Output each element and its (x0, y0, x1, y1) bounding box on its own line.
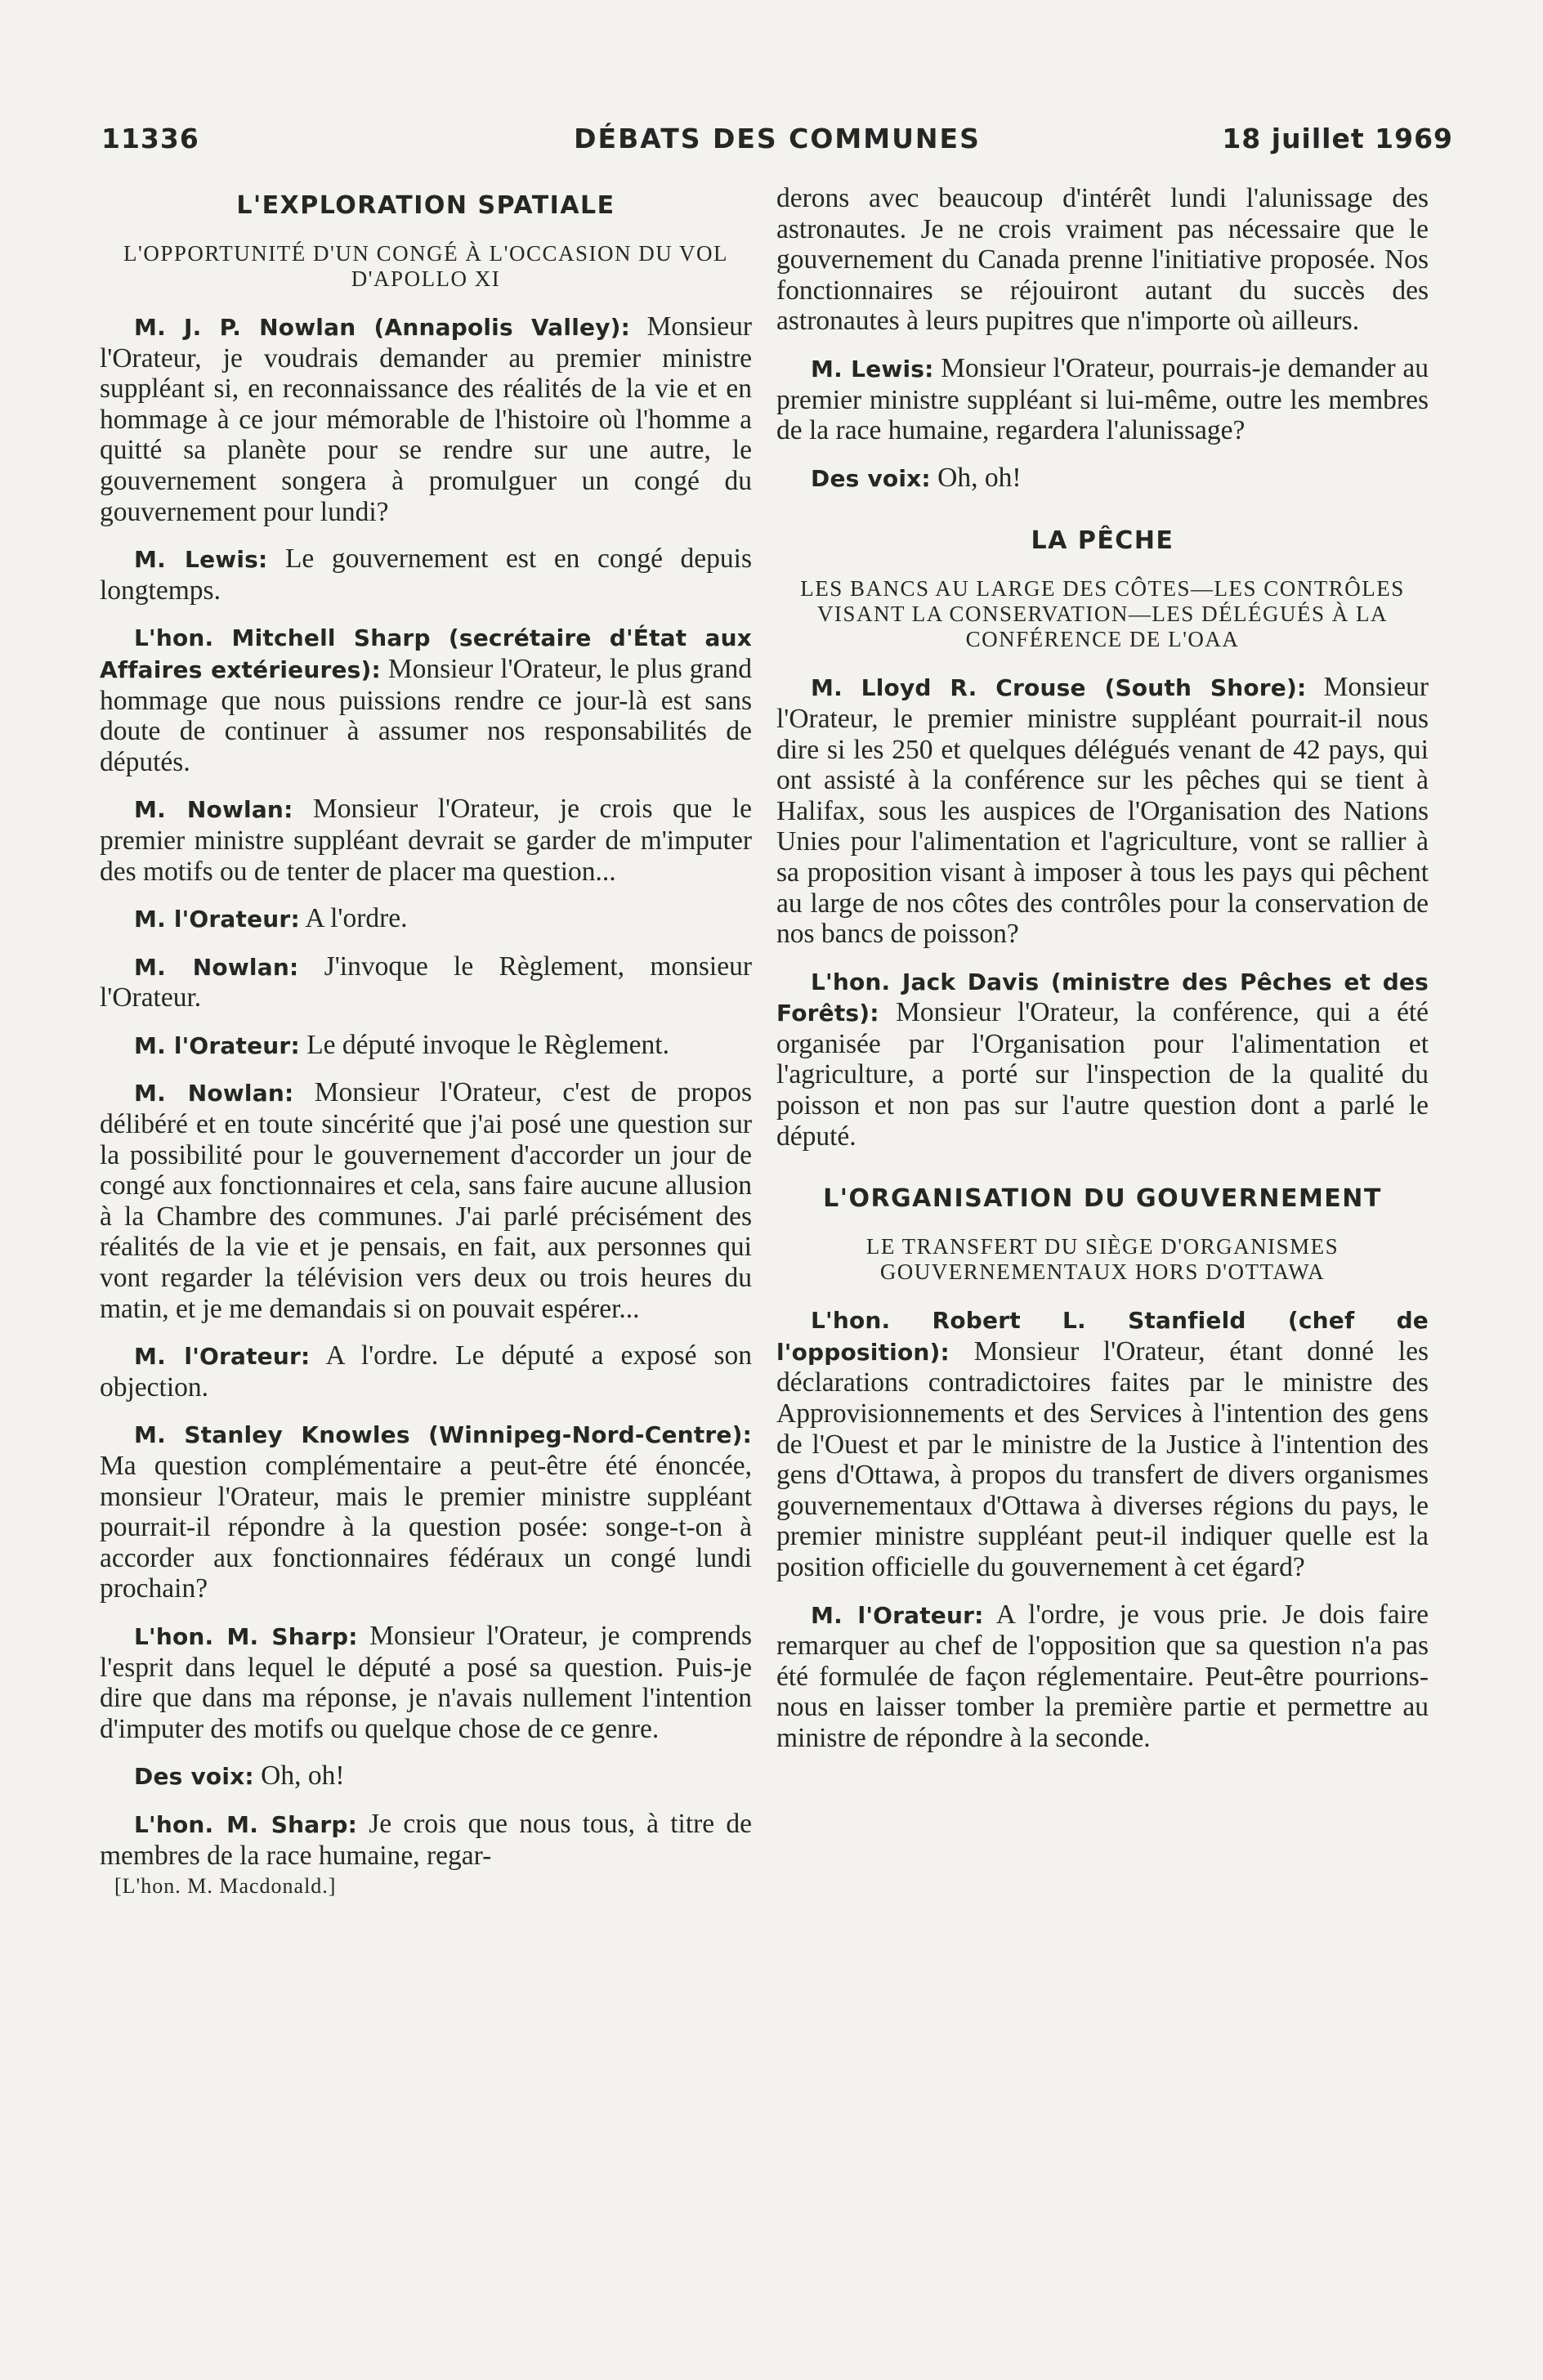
speech-paragraph (100, 1621, 752, 1744)
speech-paragraph (100, 1030, 752, 1062)
speech-text: J'invoque le Règlement, monsieur l'Orateur. (100, 951, 752, 1013)
speech-text: Monsieur l'Orateur, je crois que le premier ministre suppléant devrait se garder de m'imputer des motifs ou de tenter de placer ma question... (100, 794, 752, 887)
speech-paragraph (100, 1760, 752, 1792)
section-subheading: L'OPPORTUNITÉ D'UN CONGÉ À L'OCCASION DU VOL D'APOLLO XI (123, 241, 728, 291)
speech-paragraph (100, 1340, 752, 1402)
speech-text: Monsieur l'Orateur, étant donné les déclarations contradictoires faites par le ministre des Approvisionnements et des Services à l'intention des gens de l'Ouest et par le ministre de la Justice à l'intention des gens d'Ottawa, à propos du transfert de divers organismes gouvernementaux d'Ottawa à diverses régions du pays, le premier ministre suppléant peut-il indiquer quelle est la position officielle du gouvernement à cet égard? (776, 1335, 1429, 1582)
speech-text: Le gouvernement est en congé depuis longtemps. (100, 544, 753, 606)
right-column (776, 183, 1429, 1770)
speech-paragraph (776, 353, 1429, 446)
speaker-name: Des voix: (134, 1763, 254, 1791)
speech-paragraph (100, 951, 752, 1013)
speaker-name: M. Stanley Knowles (Winnipeg-Nord-Centre): (134, 1421, 752, 1449)
speech-paragraph (776, 1304, 1429, 1582)
speech-text: Monsieur l'Orateur, je comprends l'esprit dans lequel le député a posé sa question. Puis-je dire que dans ma réponse, je n'avais nullement l'intention d'imputer des motifs ou quelque chose de ce genre. (100, 1620, 752, 1744)
section-subheading: LES BANCS AU LARGE DES CÔTES—LES CONTRÔLES VISANT LA CONSERVATION—LES DÉLÉGUÉS À LA CONFÉRENCE DE L'OAA (800, 576, 1405, 652)
section-heading: L'ORGANISATION DU GOUVERNEMENT (823, 1184, 1382, 1214)
speech-text: A l'ordre. Le député a exposé son objection. (100, 1340, 753, 1402)
speech-text: Monsieur l'Orateur, le plus grand hommage que nous puissions rendre ce jour-là est sans doute de continuer à assumer nos responsabilités de députés. (100, 653, 752, 777)
speech-text: Oh, oh! (937, 462, 1022, 493)
speaker-name: M. J. P. Nowlan (Annapolis Valley): (134, 314, 631, 341)
speech-paragraph (100, 622, 752, 777)
speaker-name: L'hon. M. Sharp: (134, 1622, 358, 1650)
speaker-name: M. l'Orateur: (811, 1601, 984, 1629)
section-heading: LA PÊCHE (1031, 526, 1174, 556)
speaker-name: L'hon. M. Sharp: (134, 1810, 358, 1838)
speech-text: Monsieur l'Orateur, je voudrais demander au premier ministre suppléant si, en reconnaissance des réalités de la vie et en hommage à ce jour mémorable de l'histoire où l'homme a quitté sa planète pour se rendre sur une autre, le gouvernement songera à promulguer un congé du gouvernement pour lundi? (100, 311, 753, 527)
speech-paragraph (100, 1419, 752, 1604)
speech-text: A l'ordre. (305, 903, 408, 934)
publication-title: DÉBATS DES COMMUNES (574, 123, 981, 154)
speech-paragraph (100, 794, 752, 887)
speaker-name: M. Nowlan: (134, 796, 293, 824)
left-column (100, 183, 752, 1899)
speaker-name: M. Lloyd R. Crouse (South Shore): (811, 674, 1307, 702)
speaker-name: L'hon. Mitchell Sharp (secrétaire d'État aux Affaires extérieures): (100, 624, 752, 683)
speech-paragraph (776, 672, 1429, 949)
speech-paragraph (100, 311, 752, 527)
speaker-name: M. l'Orateur: (134, 1343, 311, 1371)
speaker-name: M. l'Orateur: (134, 1031, 300, 1059)
section-subheading: LE TRANSFERT DU SIÈGE D'ORGANISMES GOUVERNEMENTAUX HORS D'OTTAWA (865, 1234, 1340, 1285)
speaker-name: M. Lewis: (811, 355, 934, 382)
speaker-name: M. Nowlan: (134, 953, 299, 981)
speech-text: Ma question complémentaire a peut-être été énoncée, monsieur l'Orateur, mais le premier ministre suppléant pourrait-il répondre à la question posée: songe-t-on à accorder aux fonctionnaires fédéraux un congé lundi prochain? (100, 1451, 752, 1604)
speaker-name: L'hon. Jack Davis (ministre des Pêches et des Forêts): (776, 968, 1429, 1027)
speech-text: Monsieur l'Orateur, c'est de propos délibéré et en toute sincérité que j'ai posé une question sur la possibilité pour le gouvernement d'accorder un jour de congé aux fonctionnaires et cela, sans faire aucune allusion à la Chambre des communes. J'ai parlé précisément des réalités de la vie et je pensais, en fait, aux personnes qui vont regarder la télévision vers deux ou trois heures du matin, et je me demandais si on pouvait espérer... (100, 1077, 752, 1324)
speaker-name: M. Lewis: (134, 546, 268, 574)
speech-paragraph (100, 903, 752, 935)
speech-paragraph (100, 1077, 752, 1324)
speech-paragraph (776, 966, 1429, 1152)
speech-paragraph (776, 1599, 1429, 1754)
speech-text: Je crois que nous tous, à titre de membres de la race humaine, regar- (100, 1808, 752, 1871)
speech-paragraph (100, 1809, 752, 1871)
speech-text: derons avec beaucoup d'intérêt lundi l'alunissage des astronautes. Je ne crois vraiment pas nécessaire que le gouvernement du Canada prenne l'initiative proposée. Nos fonctionnaires se réjouiront autant du succès des astronautes à leurs pupitres que n'importe où ailleurs. (776, 183, 1429, 337)
page-header (101, 123, 1453, 168)
section-heading: L'EXPLORATION SPATIALE (236, 191, 615, 220)
speaker-name: M. l'Orateur: (134, 906, 300, 933)
page-number: 11336 (101, 123, 199, 154)
speech-paragraph (100, 544, 752, 606)
speech-text: A l'ordre, je vous prie. Je dois faire remarquer au chef de l'opposition que sa question n'a pas été formulée de façon réglementaire. Peut-être pourrions-nous en laisser tomber la première partie et permettre au ministre de répondre à la seconde. (776, 1599, 1429, 1753)
publication-date: 18 juillet 1969 (1222, 123, 1453, 154)
speaker-name: Des voix: (811, 464, 931, 492)
speaker-name: L'hon. Robert L. Stanfield (chef de l'opposition): (776, 1307, 1429, 1366)
footnote-speaker: [L'hon. M. Macdonald.] (114, 1874, 337, 1899)
speech-text: Monsieur l'Orateur, la conférence, qui a été organisée par l'Organisation pour l'alimentation et l'agriculture, a porté sur l'inspection de la qualité du poisson et non pas sur l'autre question dont a parlé le député. (776, 997, 1429, 1152)
speech-paragraph (776, 183, 1429, 337)
speech-text: Le député invoque le Règlement. (306, 1029, 669, 1060)
speech-text: Oh, oh! (261, 1760, 345, 1792)
speech-text: Monsieur l'Orateur, pourrais-je demander au premier ministre suppléant si lui-même, outre les membres de la race humaine, regardera l'alunissage? (776, 352, 1429, 446)
speech-text: Monsieur l'Orateur, le premier ministre suppléant pourrait-il nous dire si les 250 et quelques délégués venant de 42 pays, qui ont assisté à la conférence sur les pêches qui se tient à Halifax, sous les auspices de l'Organisation des Nations Unies pour l'alimentation et l'agriculture, vont se rallier à sa proposition visant à imposer à tous les pays qui pêchent au large de nos côtes des contrôles pour la conservation de nos bancs de poisson? (776, 672, 1429, 950)
speech-paragraph (776, 463, 1429, 494)
speaker-name: M. Nowlan: (134, 1080, 294, 1107)
